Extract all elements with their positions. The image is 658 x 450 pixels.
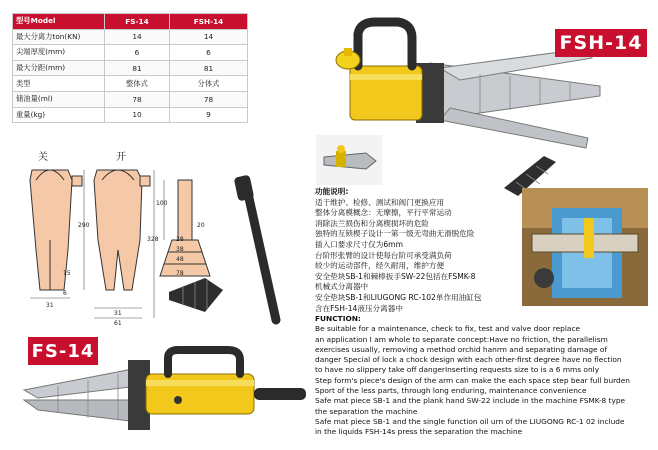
table-row bbox=[13, 107, 248, 123]
open-drawing bbox=[94, 170, 150, 290]
row-label: 重量(kg) bbox=[13, 107, 105, 123]
flange-photo bbox=[522, 188, 648, 306]
table-row bbox=[13, 91, 248, 107]
dim-20: 20 bbox=[197, 222, 205, 229]
en-line: exercises usually, removing a method orchid hanrm and separating damage of bbox=[315, 344, 608, 354]
dim-78: 78 bbox=[176, 270, 184, 277]
row-value-fsh: 14 bbox=[169, 29, 247, 45]
spec-table bbox=[12, 13, 248, 123]
en-line: Sport of the less parts, through long enduring, maintenance convenience bbox=[315, 386, 587, 396]
dim-31-a: 31 bbox=[46, 302, 54, 309]
cn-line: 较少的运动部件，经久耐用，维护方便 bbox=[315, 261, 445, 271]
en-line: Step form's piece's design of the arm can make the each space step bear full burden bbox=[315, 375, 630, 385]
en-line: danger Special of lock a chock design with each other-first degree have no flection bbox=[315, 355, 622, 365]
row-label: 类型 bbox=[13, 76, 105, 92]
open-label: 开 bbox=[116, 152, 126, 163]
row-value-fs: 整体式 bbox=[105, 76, 170, 92]
row-value-fs: 14 bbox=[105, 29, 170, 45]
fsh14-badge: FSH-14 bbox=[555, 29, 647, 57]
cn-title: 功能说明: bbox=[315, 187, 349, 196]
table-row bbox=[13, 76, 248, 92]
cn-line: 安全垫块SB-1和LIUGONG RC-102单作用油缸包 bbox=[315, 292, 482, 302]
header-fs14: FS-14 bbox=[105, 14, 170, 30]
cn-line: 插入口要求尺寸仅为6mm bbox=[315, 239, 403, 249]
stepped-wedge-image bbox=[165, 270, 230, 320]
row-value-fsh: 9 bbox=[169, 107, 247, 123]
dim-15: 15 bbox=[63, 270, 71, 277]
table-row bbox=[13, 29, 248, 45]
cn-line: 安全垫块SB-1和棘棒扳手SW-22包括在FSMK-8 bbox=[315, 271, 476, 281]
cn-line: 机械式分离器中 bbox=[315, 282, 369, 292]
fs14-badge: FS-14 bbox=[28, 337, 98, 365]
en-line: in the liquids FSH-14s press the separation the machine bbox=[315, 427, 523, 437]
en-line: Safe mat piece SB-1 and the single function oil urn of the LIUGONG RC-1 02 include bbox=[315, 416, 625, 426]
header-fsh14: FSH-14 bbox=[169, 14, 247, 30]
row-label: 储油量(ml) bbox=[13, 91, 105, 107]
cn-line: 整体分离模概念：无摩擦，平行平常运动 bbox=[315, 208, 452, 218]
row-value-fs: 78 bbox=[105, 91, 170, 107]
table-row bbox=[13, 45, 248, 61]
en-line: to have no slippery take off dangerInserting requests size to is a 6 mms only bbox=[315, 365, 600, 375]
cn-line: 台阶形张臂的设计使每台阶可承受满负荷 bbox=[315, 250, 452, 260]
header-model: 型号Model bbox=[13, 14, 105, 30]
dim-100: 100 bbox=[156, 200, 168, 207]
row-value-fsh: 6 bbox=[169, 45, 247, 61]
en-line: an application I am whole to separate concept:Have no friction, the parallelism bbox=[315, 334, 608, 344]
fs14-tool-image bbox=[18, 330, 318, 448]
en-function-block bbox=[315, 314, 630, 438]
row-label: 尖端厚度(mm) bbox=[13, 45, 105, 61]
cn-line: 适于维护、检修、测试和阀门更换应用 bbox=[315, 197, 445, 207]
table-row bbox=[13, 60, 248, 76]
wedge-photo bbox=[316, 135, 382, 185]
cn-function-block bbox=[315, 187, 481, 314]
row-value-fsh: 81 bbox=[169, 60, 247, 76]
cn-line: 含在FSH-14液压分离器中 bbox=[315, 303, 403, 313]
dim-38: 38 bbox=[176, 246, 184, 253]
row-value-fsh: 78 bbox=[169, 91, 247, 107]
cn-line: 消除法兰损伤和分离楔损坏的危险 bbox=[315, 218, 429, 228]
row-label: 最大分离力ton(KN) bbox=[13, 29, 105, 45]
cn-line: 独特的互锁楔子设计一第一级无弯曲无滑脱危险 bbox=[315, 229, 475, 239]
spec-table-header bbox=[13, 14, 248, 30]
dim-28: 28 bbox=[176, 236, 184, 243]
dim-290: 290 bbox=[78, 222, 90, 229]
en-line: the separation the machine bbox=[315, 406, 418, 416]
row-value-fs: 6 bbox=[105, 45, 170, 61]
closed-label: 关 bbox=[38, 152, 48, 163]
en-title: FUNCTION: bbox=[315, 314, 361, 323]
row-value-fs: 81 bbox=[105, 60, 170, 76]
en-line: Be suitable for a maintenance, check to fix, test and valve door replace bbox=[315, 324, 581, 334]
closed-drawing bbox=[30, 170, 82, 290]
dim-6: 6 bbox=[63, 290, 67, 297]
dim-48: 48 bbox=[176, 256, 184, 263]
dim-61: 61 bbox=[114, 320, 122, 327]
dim-31-b: 31 bbox=[114, 310, 122, 317]
row-value-fsh: 分体式 bbox=[169, 76, 247, 92]
dim-328: 328 bbox=[147, 236, 159, 243]
row-label: 最大分距(mm) bbox=[13, 60, 105, 76]
row-value-fs: 10 bbox=[105, 107, 170, 123]
en-line: Safe mat piece SB-1 and the plank hand SW-22 include in the machine FSMK-8 type bbox=[315, 396, 626, 406]
